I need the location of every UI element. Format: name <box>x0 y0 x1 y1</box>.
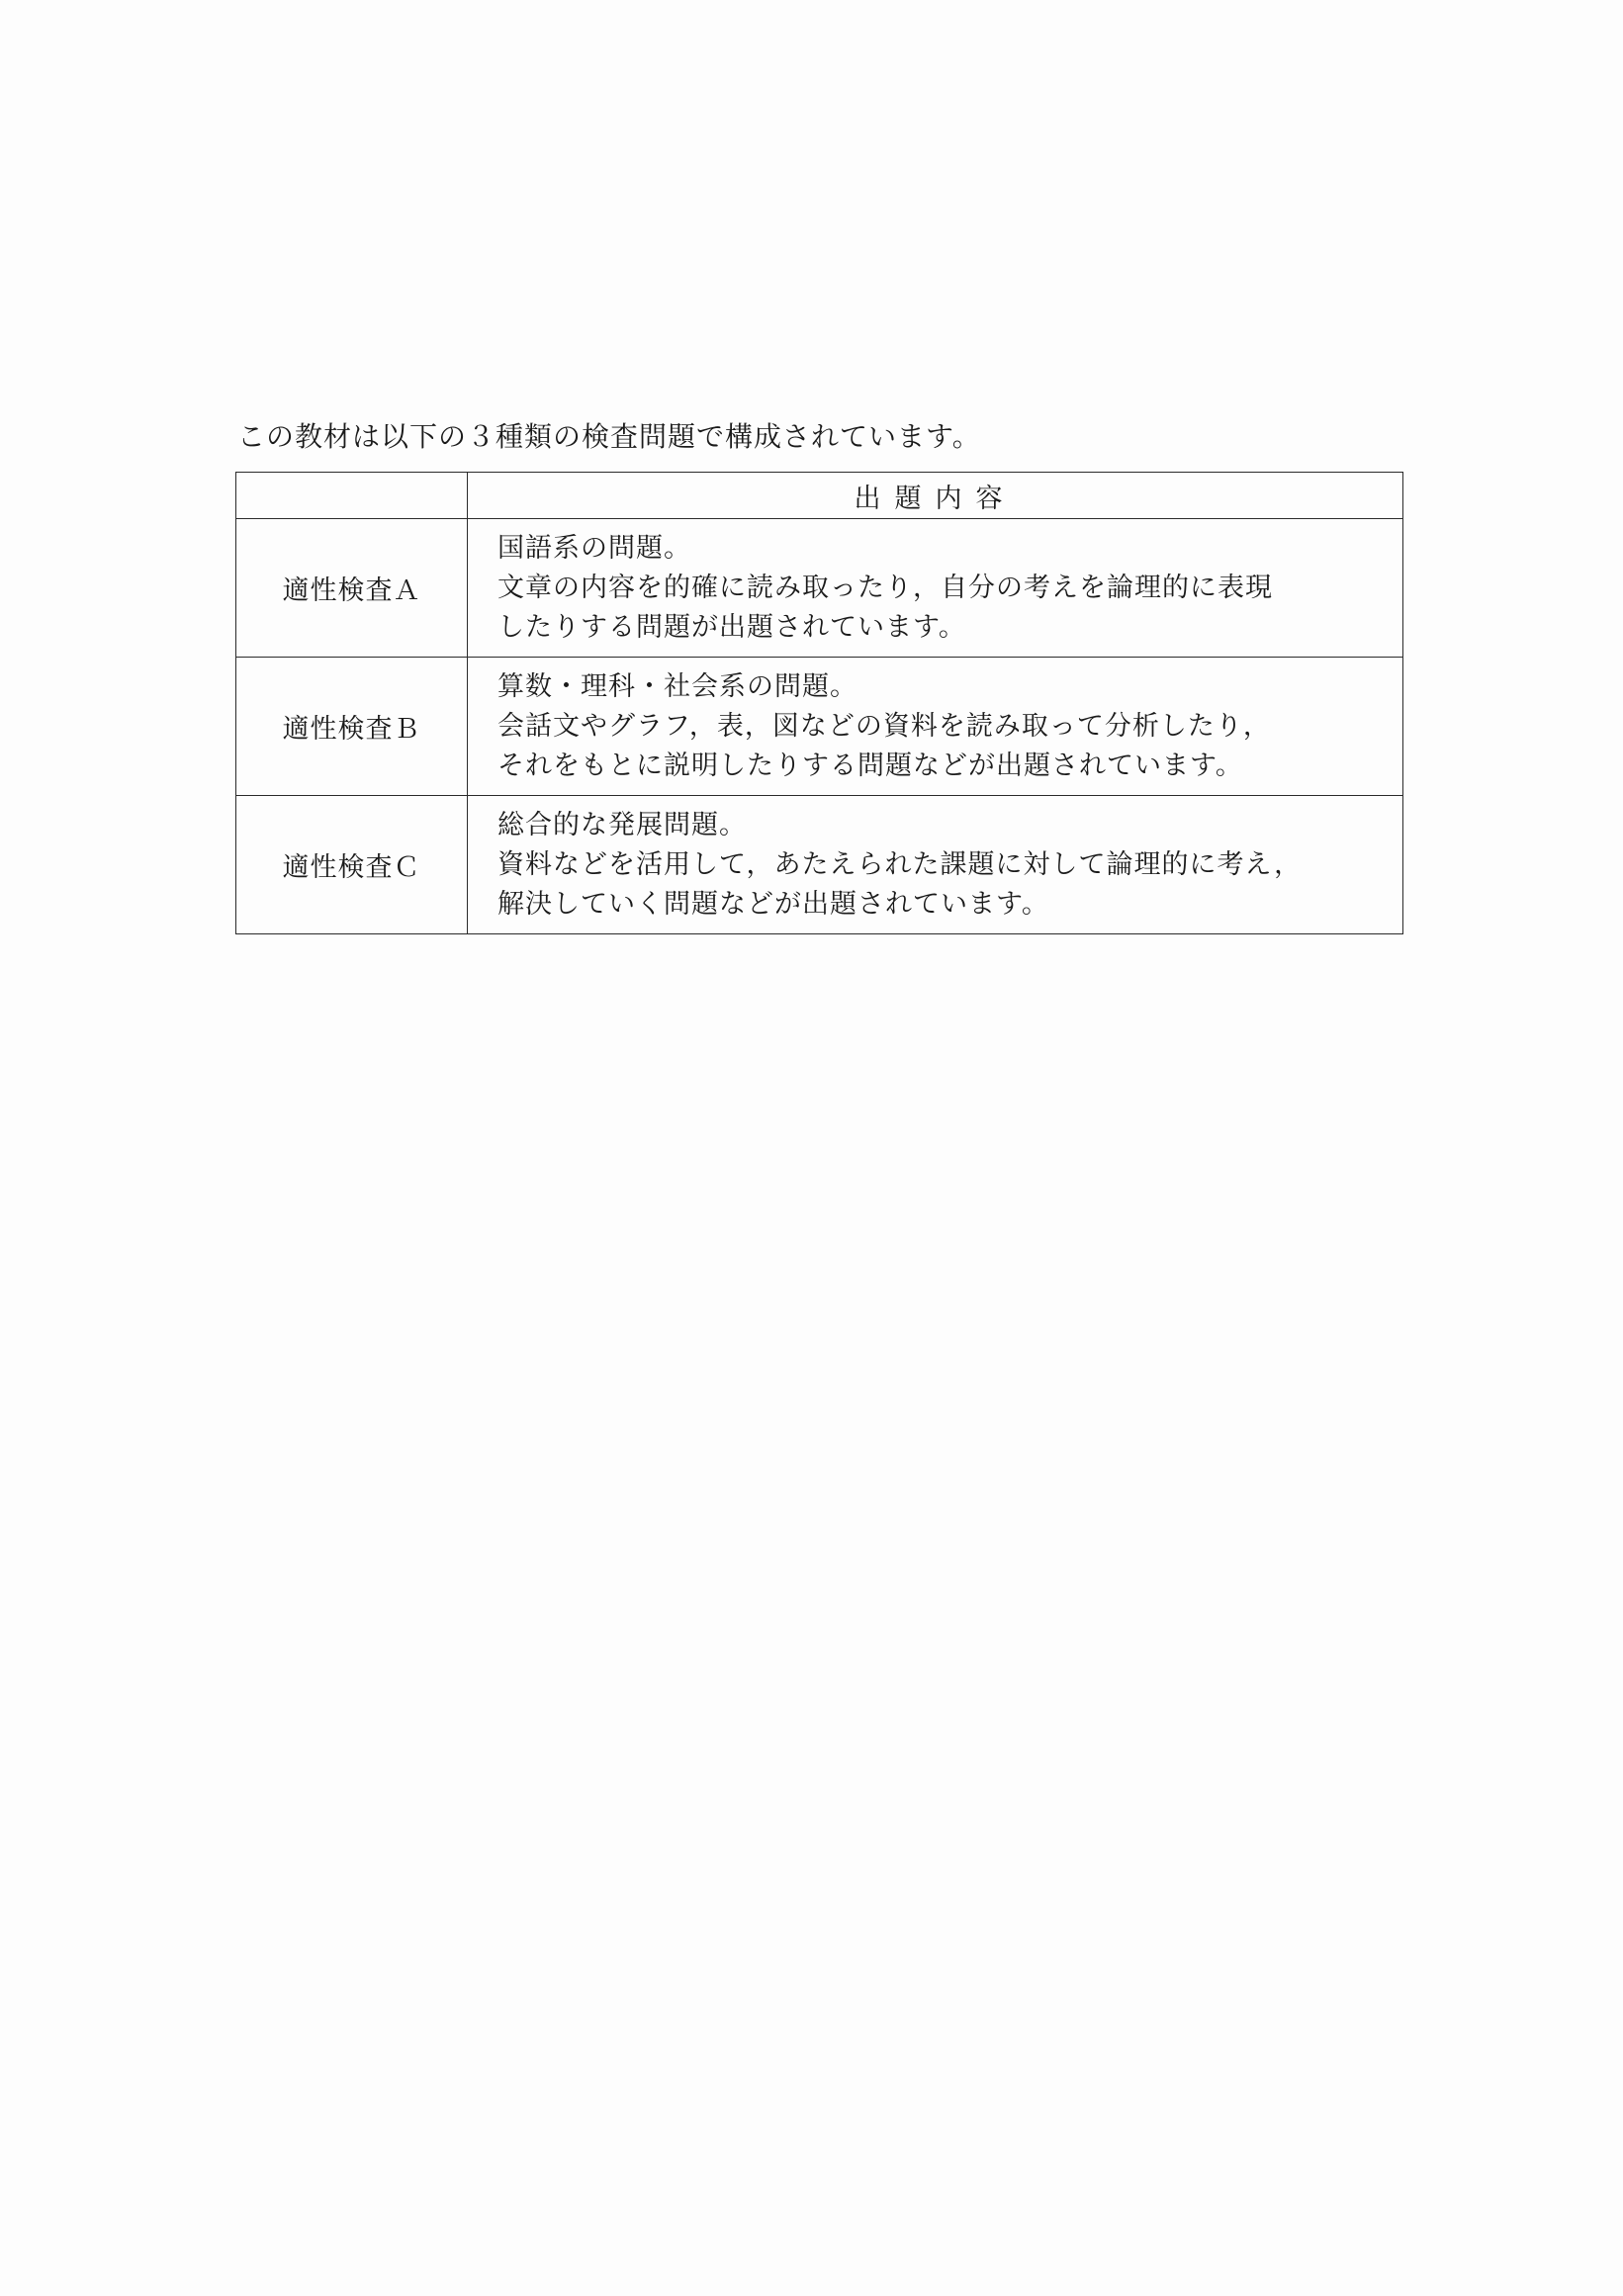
description-line: したりする問題が出題されています。 <box>497 611 966 643</box>
header-content-cell: 出題内容 <box>468 473 1403 519</box>
description-line: 資料などを活用して，あたえられた課題に対して論理的に考え， <box>497 848 1303 880</box>
exam-description-cell <box>468 658 1403 796</box>
table-row <box>236 658 1403 796</box>
description-line: 会話文やグラフ，表，図などの資料を読み取って分析したり， <box>497 710 1271 742</box>
intro-text: この教材は以下の３種類の検査問題で構成されています。 <box>237 420 981 453</box>
exam-content-table <box>235 472 1403 934</box>
table-row <box>236 796 1403 934</box>
header-name-cell <box>236 473 468 519</box>
description-line: 総合的な発展問題。 <box>497 809 747 840</box>
description-line: それをもとに説明したりする問題などが出題されています。 <box>497 750 1243 781</box>
description-line: 解決していく問題などが出題されています。 <box>497 888 1049 920</box>
table-header-row <box>236 473 1403 519</box>
table-row <box>236 519 1403 658</box>
exam-name-cell: 適性検査Ｂ <box>236 658 468 796</box>
description-line: 国語系の問題。 <box>497 532 691 564</box>
exam-name-cell: 適性検査Ａ <box>236 519 468 658</box>
description-line: 文章の内容を的確に読み取ったり，自分の考えを論理的に表現 <box>497 572 1273 603</box>
exam-name-cell: 適性検査Ｃ <box>236 796 468 934</box>
exam-description-cell <box>468 796 1403 934</box>
description-line: 算数・理科・社会系の問題。 <box>497 670 857 702</box>
exam-description-cell <box>468 519 1403 658</box>
